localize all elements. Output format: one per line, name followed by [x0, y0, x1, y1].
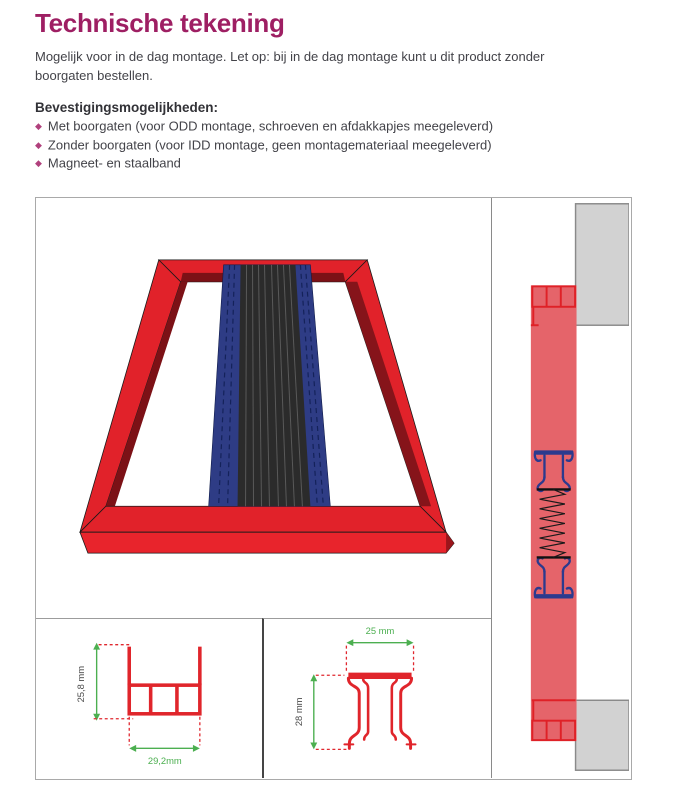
diamond-bullet-icon: ◆	[35, 121, 42, 131]
bullet-text: Met boorgaten (voor ODD montage, schroeven en afdakkapjes meegeleverd)	[47, 118, 494, 134]
mat-3d-view	[36, 198, 491, 618]
intro-line-2: boorgaten bestellen.	[35, 68, 153, 83]
intro-paragraph	[35, 47, 545, 85]
profile-front-section	[36, 619, 260, 777]
side-section-view-panel	[491, 198, 630, 778]
rail-profile-section	[264, 619, 491, 777]
diamond-bullet-icon: ◆	[35, 139, 42, 150]
height-dimension-label: 25,8 mm	[75, 665, 86, 703]
fastening-heading: Bevestigingsmogelijkheden:	[35, 100, 219, 115]
technical-drawing-panel	[35, 197, 632, 780]
wall-block-top	[576, 204, 629, 325]
rail-profile-section-panel	[262, 618, 491, 778]
width-dimension-label: 29,2mm	[147, 756, 182, 767]
bullet-text: Magneet- en staalband	[47, 155, 181, 171]
page-title: Technische tekening	[35, 8, 285, 38]
fastening-options-list	[35, 117, 493, 173]
side-section-view	[492, 198, 629, 776]
mat-3d-view-panel	[36, 198, 491, 618]
width-dimension-label: 25 mm	[365, 625, 395, 636]
list-item	[35, 117, 493, 136]
list-item	[35, 136, 493, 155]
intro-line-1: Mogelijk voor in de dag montage. Let op: bij in de dag montage kunt u dit product zonder	[35, 49, 545, 64]
mat-body	[531, 285, 577, 741]
profile-front-section-panel	[36, 618, 262, 778]
bullet-text: Zonder boorgaten (voor IDD montage, geen montagemateriaal meegeleverd)	[47, 137, 492, 152]
list-item	[35, 154, 493, 173]
diamond-bullet-icon: ◆	[35, 158, 42, 168]
height-dimension-label: 28 mm	[293, 697, 304, 727]
wall-block-bottom	[576, 700, 629, 770]
